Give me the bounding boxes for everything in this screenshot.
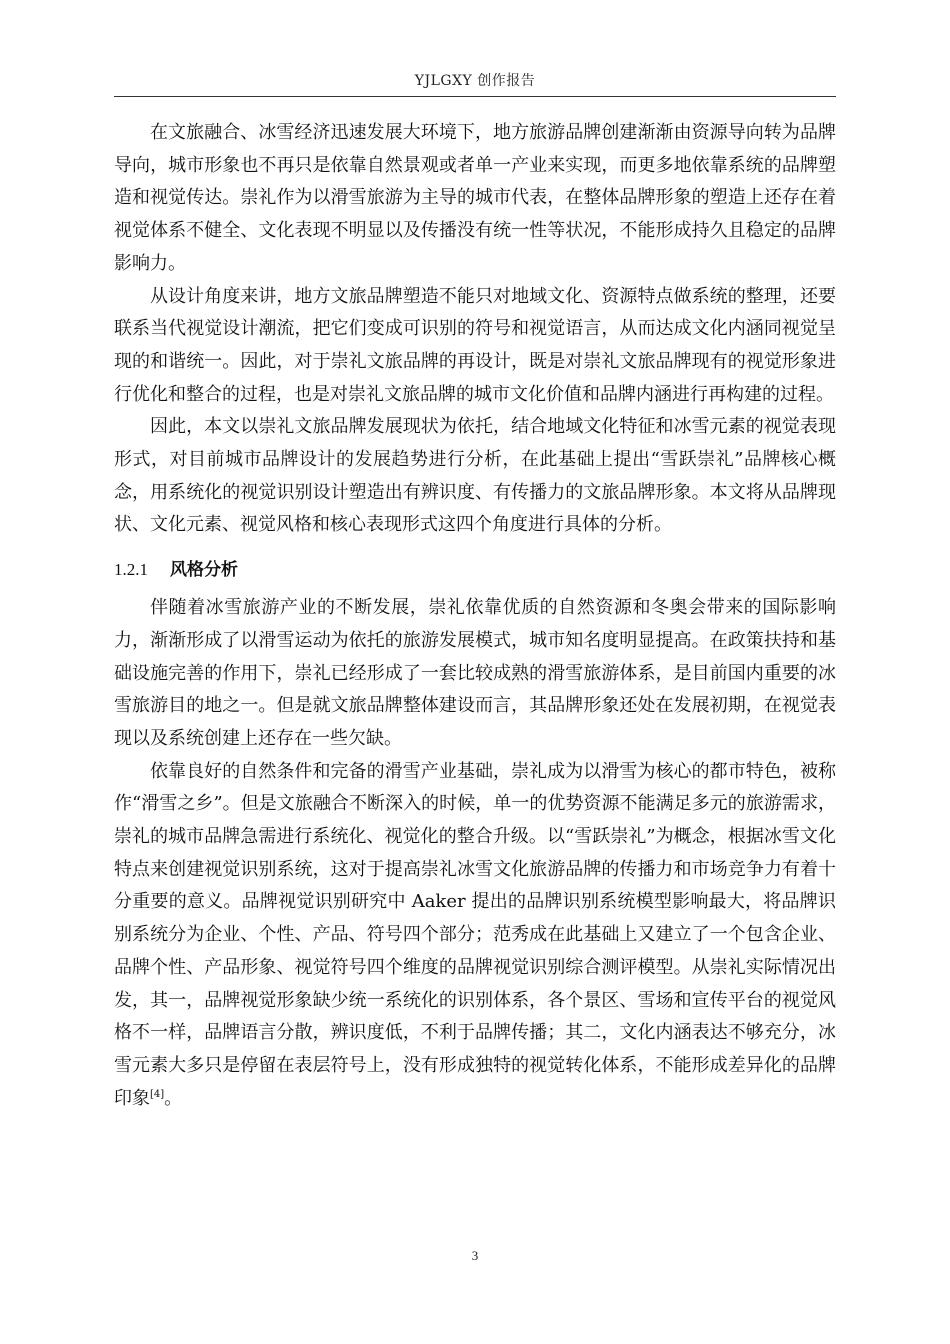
header-divider: [114, 96, 836, 97]
section-heading: [114, 554, 836, 586]
paragraph-section-2: [114, 756, 836, 1116]
page-number: 3: [471, 1248, 479, 1263]
paragraph-intro-1: 在文旅融合、冰雪经济迅速发展大环境下，地方旅游品牌创建渐渐由资源导向转为品牌导向，城市形象也不再只是依靠自然景观或者单一产业来实现，而更多地依靠系统的品牌塑造和视觉传达。崇礼作为以滑雪旅游为主导的城市代表，在整体品牌形象的塑造上还存在着视觉体系不健全、文化表现不明显以及传播没有统一性等状况，不能形成持久且稳定的品牌影响力。: [114, 122, 836, 274]
paragraph-section-2-ending: 。: [164, 1087, 183, 1109]
section-number: 1.2.1: [114, 560, 148, 580]
section-title: 风格分析: [170, 560, 238, 581]
body-text: [114, 117, 836, 1115]
paragraph-intro-3: 因此，本文以崇礼文旅品牌发展现状为依托，结合地域文化特征和冰雪元素的视觉表现形式，对目前城市品牌设计的发展趋势进行分析，在此基础上提出“雪跃崇礼”品牌核心概念，用系统化的视觉识别设计塑造出有辨识度、有传播力的文旅品牌形象。本文将从品牌现状、文化元素、视觉风格和核心表现形式这四个角度进行具体的分析。: [114, 416, 836, 536]
citation-reference[interactable]: [4]: [150, 1088, 165, 1100]
paragraph-intro-2: 从设计角度来讲，地方文旅品牌塑造不能只对地域文化、资源特点做系统的整理，还要联系当代视觉设计潮流，把它们变成可识别的符号和视觉语言，从而达成文化内涵同视觉呈现的和谐统一。因此，对于崇礼文旅品牌的再设计，既是对崇礼文旅品牌现有的视觉形象进行优化和整合的过程，也是对崇礼文旅品牌的城市文化价值和品牌内涵进行再构建的过程。: [114, 285, 836, 405]
paragraph-section-2-text: 依靠良好的自然条件和完备的滑雪产业基础，崇礼成为以滑雪为核心的都市特色，被称作“滑雪之乡”。但是文旅融合不断深入的时候，单一的优势资源不能满足多元的旅游需求，崇礼的城市品牌急需进行系统化、视觉化的整合升级。以“雪跃崇礼”为概念，根据冰雪文化特点来创建视觉识别系统，这对于提高崇礼冰雪文化旅游品牌的传播力和市场竞争力有着十分重要的意义。品牌视觉识别研究中 Aaker 提出的品牌识别系统模型影响最大，将品牌识别系统分为企业、个性、产品、符号四个部分；范秀成在此基础上又建立了一个包含企业、品牌个性、产品形象、视觉符号四个维度的品牌视觉识别综合测评模型。从崇礼实际情况出发，其一，品牌视觉形象缺少统一系统化的识别体系，各个景区、雪场和宣传平台的视觉风格不一样，品牌语言分散，辨识度低，不利于品牌传播；其二，文化内涵表达不够充分，冰雪元素大多只是停留在表层符号上，没有形成独特的视觉转化体系，不能形成差异化的品牌印象: [114, 760, 836, 1109]
paragraph-section-1: 伴随着冰雪旅游产业的不断发展，崇礼依靠优质的自然资源和冬奥会带来的国际影响力，渐渐形成了以滑雪运动为依托的旅游发展模式，城市知名度明显提高。在政策扶持和基础设施完善的作用下，崇礼已经形成了一套比较成熟的滑雪旅游体系，是目前国内重要的冰雪旅游目的地之一。但是就文旅品牌整体建设而言，其品牌形象还处在发展初期，在视觉表现以及系统创建上还存在一些欠缺。: [114, 597, 836, 749]
running-header: YJLGXY 创作报告: [414, 73, 536, 89]
